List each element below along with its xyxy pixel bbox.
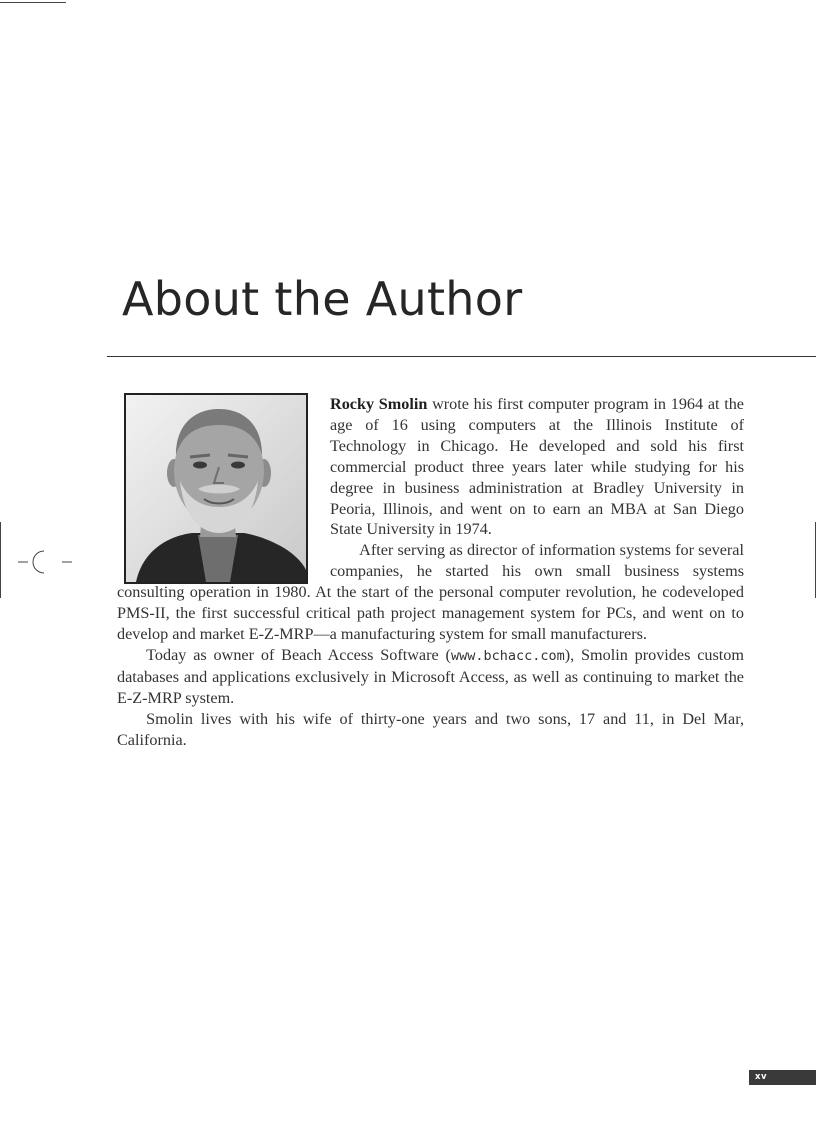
bio-paragraph-1-text: wrote his first computer program in 1964 at the age of 16 using computers at the Illinois Institute of Technology in Chicago. He developed and sold his first commercial product three years later while studying for his degree in business administration at Bradley University in Peoria, Illinois, and went on to earn an MBA at San Diego State University in 1974. bbox=[330, 395, 744, 539]
bio-paragraph-3: Today as owner of Beach Access Software (www.bchacc.com), Smolin provides custom databases and applications exclusively in Microsoft Access, as well as continuing to market the E-Z-MRP system. bbox=[117, 645, 744, 707]
registration-line-left bbox=[0, 522, 1, 598]
bio-paragraph-2: After serving as director of information systems for several companies, he started his own small business systems consulting operation in 1980. At the start of the personal computer revolution, he codeveloped PMS-II, the first successful critical path project management system for PCs, and went on to develop and market E-Z-MRP—a manufacturing system for small manufacturers. bbox=[117, 541, 744, 643]
page-title: About the Author bbox=[122, 272, 523, 326]
website-link[interactable]: www.bchacc.com bbox=[450, 647, 565, 664]
registration-mark-icon bbox=[18, 548, 72, 576]
title-rule bbox=[107, 356, 816, 357]
crop-mark-top-left bbox=[0, 2, 66, 3]
photo-wrap-spacer bbox=[117, 394, 330, 582]
author-bio bbox=[117, 394, 744, 750]
bio-paragraph-4: Smolin lives with his wife of thirty-one years and two sons, 17 and 11, in Del Mar, California. bbox=[117, 709, 744, 749]
page-number: xv bbox=[749, 1070, 816, 1085]
author-name: Rocky Smolin bbox=[330, 395, 428, 413]
